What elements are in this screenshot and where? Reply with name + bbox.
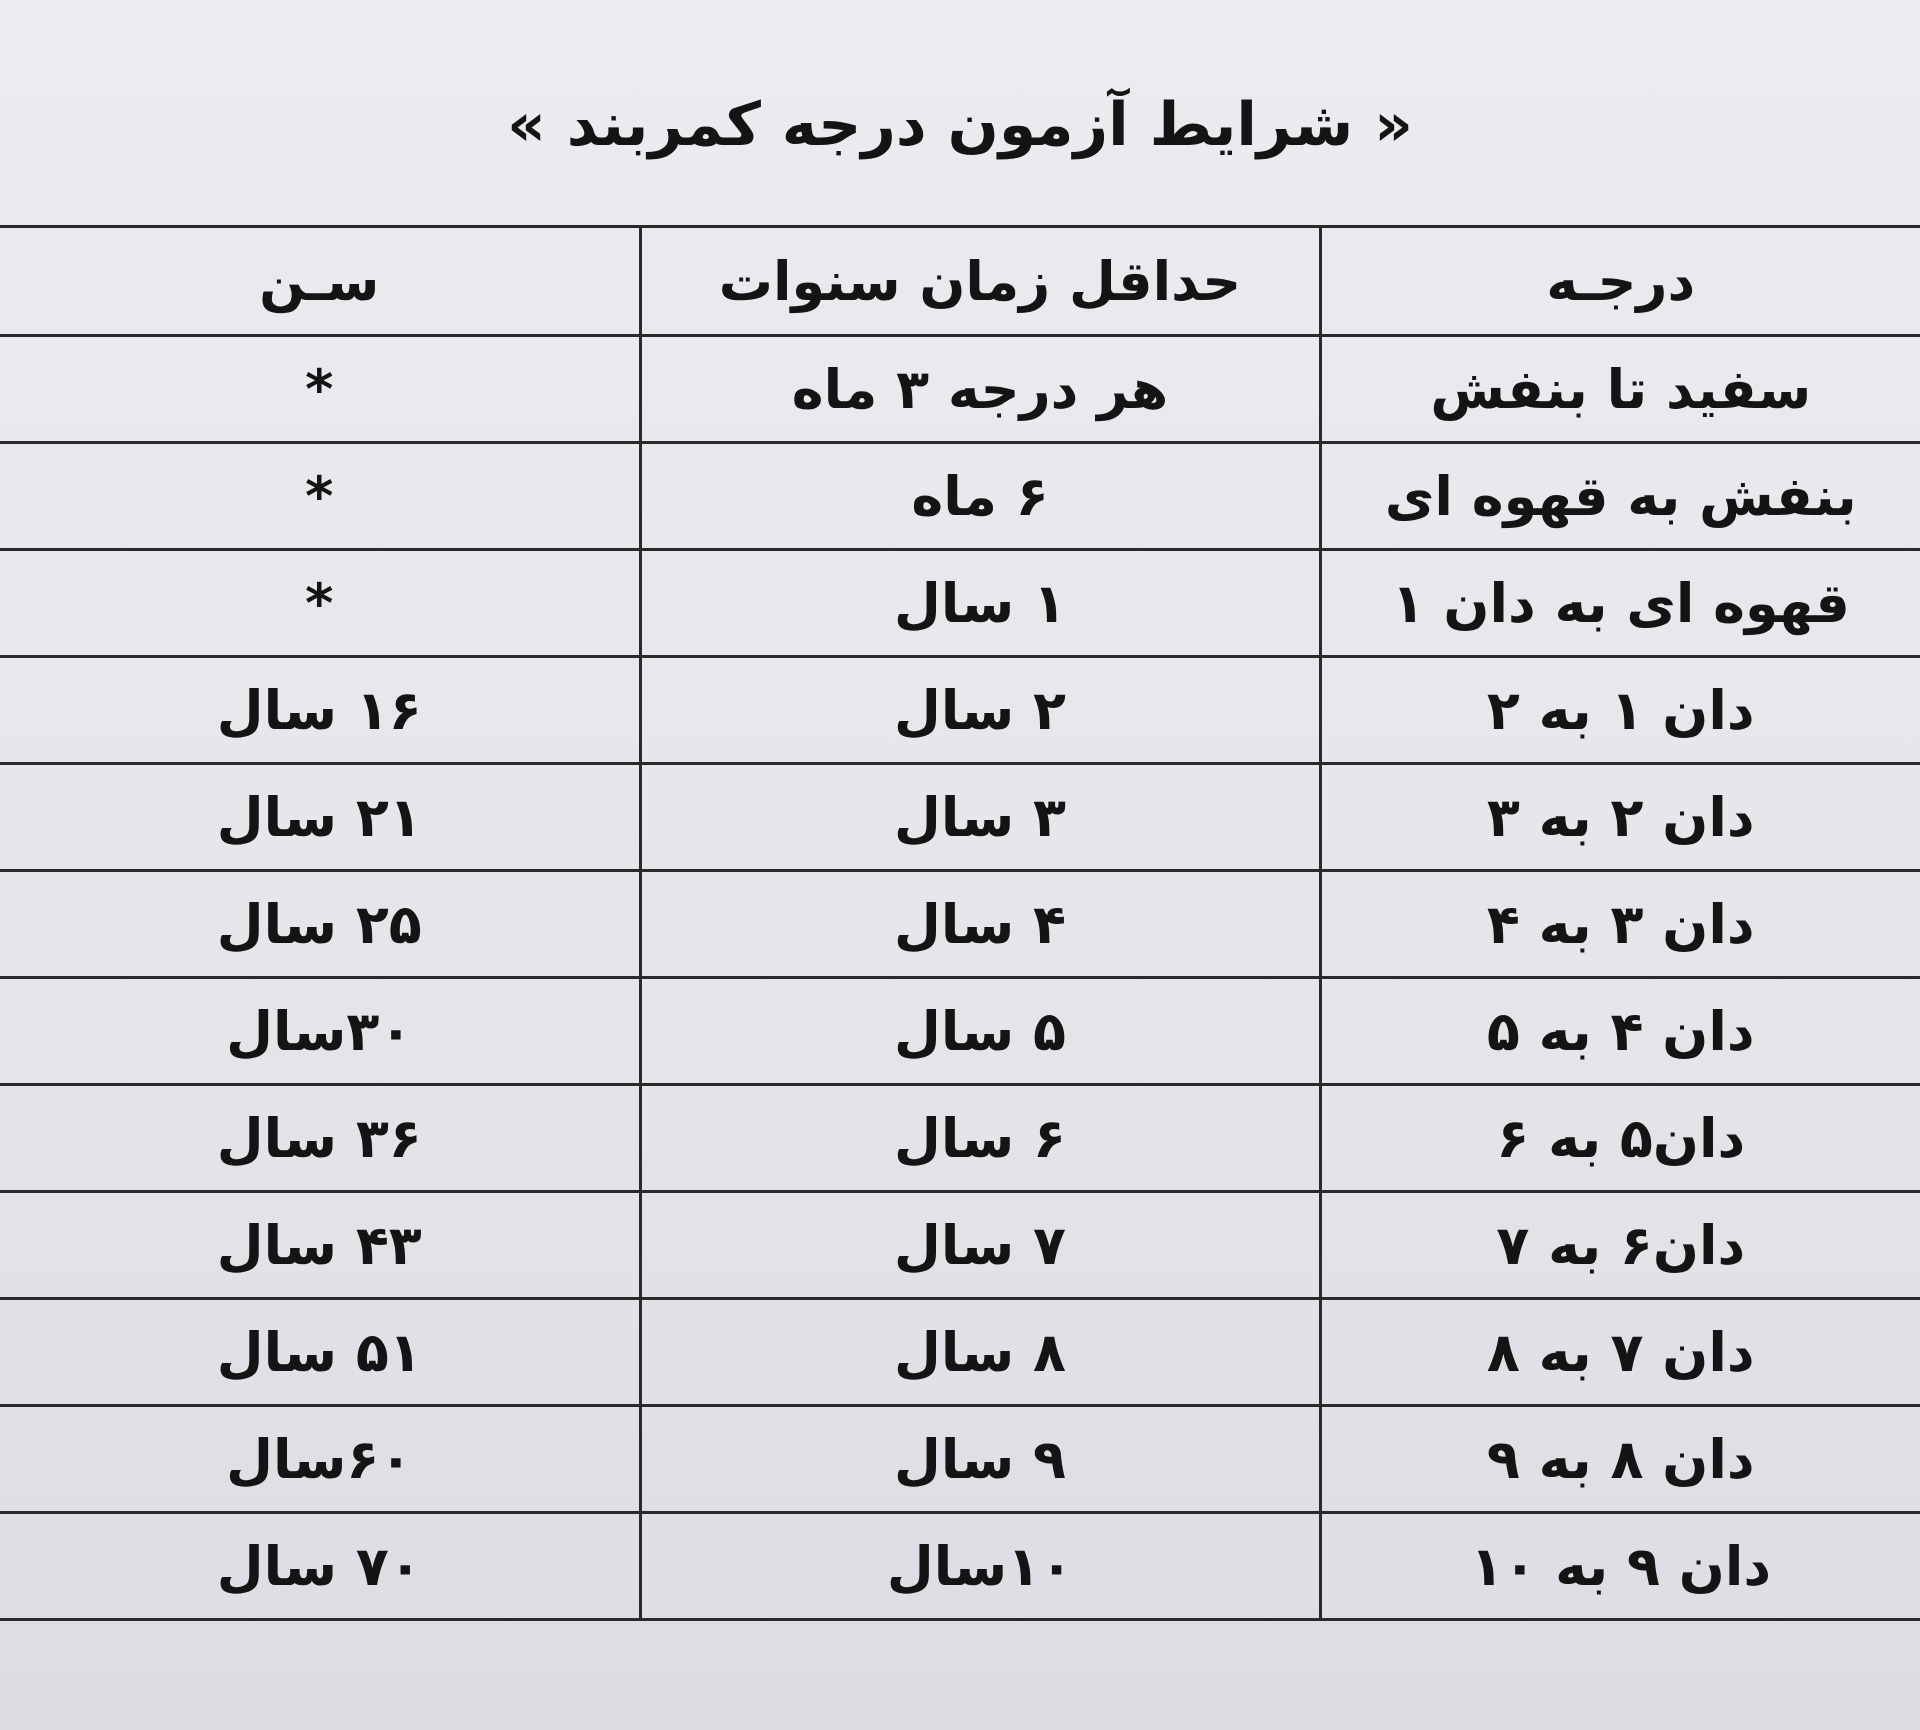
cell-age: ۵۱ سال <box>0 1299 640 1406</box>
cell-degree: دان ۸ به ۹ <box>1320 1406 1920 1513</box>
cell-degree: دان۵ به ۶ <box>1320 1085 1920 1192</box>
cell-degree: دان ۷ به ۸ <box>1320 1299 1920 1406</box>
cell-degree: قهوه ای به دان ۱ <box>1320 550 1920 657</box>
belt-exam-table <box>0 225 1920 1621</box>
cell-age: * <box>0 443 640 550</box>
cell-min-time: ۳ سال <box>640 764 1320 871</box>
cell-age: * <box>0 550 640 657</box>
cell-min-time: ۱۰سال <box>640 1513 1320 1620</box>
cell-age: ۲۱ سال <box>0 764 640 871</box>
cell-degree: دان ۴ به ۵ <box>1320 978 1920 1085</box>
cell-min-time: ۲ سال <box>640 657 1320 764</box>
table-row <box>0 1192 1920 1299</box>
table-row <box>0 657 1920 764</box>
cell-age: ۴۳ سال <box>0 1192 640 1299</box>
table-row <box>0 550 1920 657</box>
cell-age: ۱۶ سال <box>0 657 640 764</box>
table-row <box>0 764 1920 871</box>
table-row <box>0 1085 1920 1192</box>
table-row <box>0 1406 1920 1513</box>
cell-age: ۲۵ سال <box>0 871 640 978</box>
cell-degree: بنفش به قهوه ای <box>1320 443 1920 550</box>
cell-min-time: هر درجه ۳ ماه <box>640 336 1320 443</box>
cell-min-time: ۹ سال <box>640 1406 1320 1513</box>
cell-min-time: ۴ سال <box>640 871 1320 978</box>
cell-degree: دان ۲ به ۳ <box>1320 764 1920 871</box>
cell-age: ۶۰سال <box>0 1406 640 1513</box>
cell-min-time: ۵ سال <box>640 978 1320 1085</box>
cell-age: ۷۰ سال <box>0 1513 640 1620</box>
table-row <box>0 1513 1920 1620</box>
cell-degree: دان۶ به ۷ <box>1320 1192 1920 1299</box>
header-degree: درجـه <box>1320 227 1920 336</box>
cell-degree: سفید تا بنفش <box>1320 336 1920 443</box>
cell-degree: دان ۳ به ۴ <box>1320 871 1920 978</box>
cell-degree: دان ۹ به ۱۰ <box>1320 1513 1920 1620</box>
cell-min-time: ۶ ماه <box>640 443 1320 550</box>
cell-min-time: ۷ سال <box>640 1192 1320 1299</box>
cell-min-time: ۱ سال <box>640 550 1320 657</box>
header-min-time: حداقل زمان سنوات <box>640 227 1320 336</box>
header-age: سـن <box>0 227 640 336</box>
cell-min-time: ۸ سال <box>640 1299 1320 1406</box>
table-row <box>0 1299 1920 1406</box>
table-row <box>0 871 1920 978</box>
table-header-row <box>0 227 1920 336</box>
cell-degree: دان ۱ به ۲ <box>1320 657 1920 764</box>
table-row <box>0 336 1920 443</box>
belt-exam-table-container <box>0 225 1920 1621</box>
cell-min-time: ۶ سال <box>640 1085 1320 1192</box>
cell-age: ۳۰سال <box>0 978 640 1085</box>
table-row <box>0 978 1920 1085</box>
cell-age: ۳۶ سال <box>0 1085 640 1192</box>
cell-age: * <box>0 336 640 443</box>
page-title: « شرایط آزمون درجه کمربند » <box>507 90 1413 160</box>
table-row <box>0 443 1920 550</box>
